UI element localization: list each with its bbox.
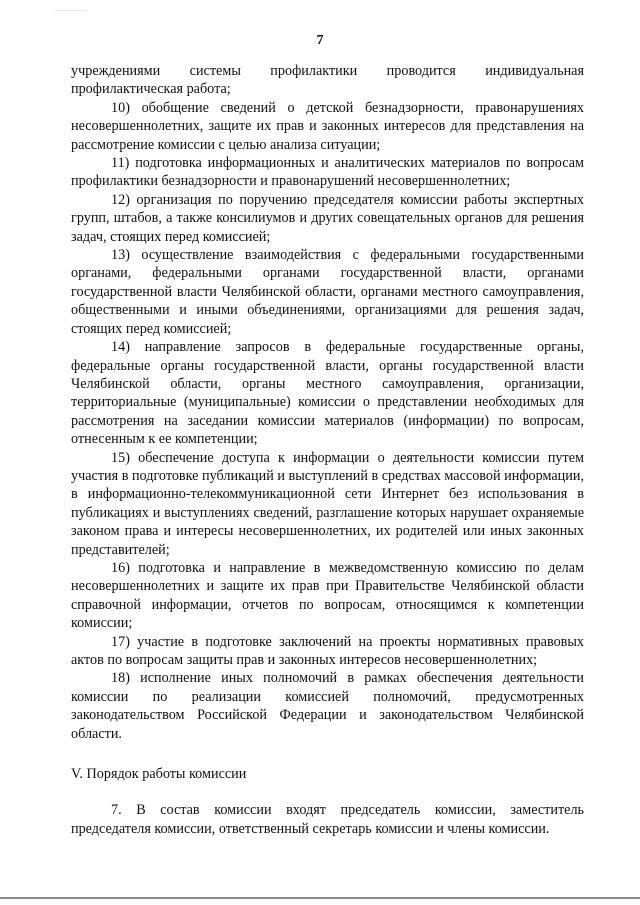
paragraph-item-16: 16) подготовка и направление в межведомственную комиссию по делам несовершеннолетних и защите их прав при Правительстве Челябинской области справочной информации, отчетов по вопросам, относящимся к компетенции комиссии; bbox=[71, 559, 584, 632]
section-heading: V. Порядок работы комиссии bbox=[71, 766, 247, 783]
scan-artifact bbox=[55, 10, 85, 11]
paragraph-item-11: 11) подготовка информационных и аналитических материалов по вопросам профилактики безнадзорности и правонарушений несовершеннолетних; bbox=[71, 155, 584, 190]
page-bottom-edge bbox=[0, 897, 640, 899]
paragraph-item-18: 18) исполнение иных полномочий в рамках обеспечения деятельности комиссии по реализации комиссией полномочий, предусмотренных законодательством Российской Федерации и законодательством Челябинской области. bbox=[71, 670, 584, 742]
paragraph-continuation: учреждениями системы профилактики проводится индивидуальная профилактическая работа; bbox=[71, 63, 584, 98]
paragraph-item-13: 13) осуществление взаимодействия с федеральными государственными органами, федеральными органами государственной власти, органами государственной власти Челябинской области, органами местного самоуправления, общественными и иными объединениями, организациями для решения задач, стоящих перед комиссией; bbox=[71, 247, 584, 337]
paragraph-item-17: 17) участие в подготовке заключений на проекты нормативных правовых актов по вопросам защиты прав и законных интересов несовершеннолетних; bbox=[71, 633, 584, 668]
paragraph-item-14: 14) направление запросов в федеральные государственные органы, федеральные органы государственной власти, органы государственной власти Челябинской области, органы местного самоуправления, организации, территориальные (муниципальные) комиссии о представлении необходимых для рассмотрения на заседании комиссии материалов (информации) по вопросам, отнесенным к ее компетенции; bbox=[71, 339, 584, 448]
paragraph-item-12: 12) организация по поручению председателя комиссии работы экспертных групп, штабов, а также консилиумов и других совещательных органов для решения задач, стоящих перед комиссией; bbox=[71, 191, 584, 245]
paragraph-item-7: 7. В состав комиссии входят председатель комиссии, заместитель председателя комиссии, ответственный секретарь комиссии и члены комиссии. bbox=[71, 802, 584, 837]
paragraph-item-10: 10) обобщение сведений о детской безнадзорности, правонарушениях несовершеннолетних, защите их прав и законных интересов для представления на рассмотрение комиссии с целью анализа ситуации; bbox=[71, 99, 584, 153]
document-body bbox=[71, 62, 584, 838]
page-number: 7 bbox=[316, 33, 324, 48]
paragraph-item-15: 15) обеспечение доступа к информации о деятельности комиссии путем участия в подготовке публикаций и выступлений в средствах массовой информации, в информационно-телекоммуникационной сети Интернет без использования в публикациях и выступлениях сведений, разглашение которых нарушает охраняемые законом права и интересы несовершеннолетних, их родителей или иных законных представителей; bbox=[71, 449, 584, 558]
